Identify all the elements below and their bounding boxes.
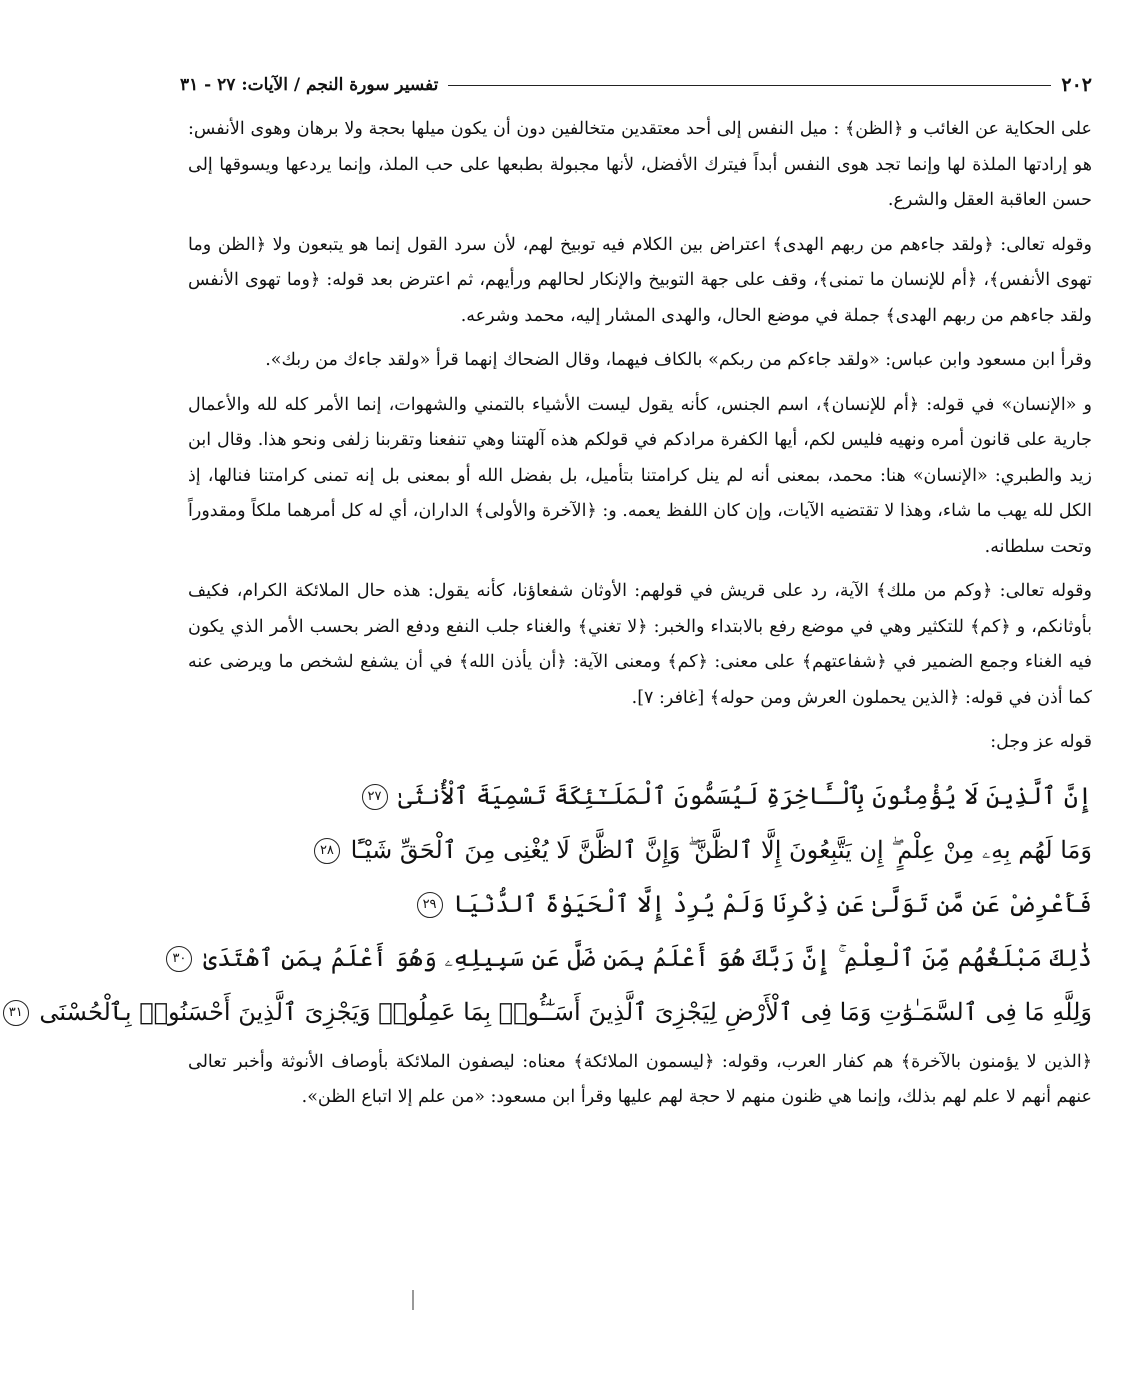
quran-line	[188, 823, 1092, 877]
running-header	[180, 68, 1092, 102]
verse-text: فَأَعْرِضْ عَن مَّن تَوَلَّىٰ عَن ذِكْرِنَا وَلَمْ يُرِدْ إِلَّا ٱلْحَيَوٰةَ ٱلدُّنْيَا	[453, 889, 1092, 918]
paragraph-5: وقوله تعالى: ﴿وكم من ملك﴾ الآية، رد على قريش في قولهم: الأوثان شفعاؤنا، كأنه يقول: هذه حال الملائكة الكرام، فكيف بأوثانكم، و ﴿كم﴾ للتكثير وهي في موضع رفع بالابتداء والخبر: ﴿لا تغني﴾ والغناء جلب النفع ودفع الضر بحسب الأمر الذي يكون فيه الغناء وجمع الضمير في ﴿شفاعتهم﴾ على معنى: ﴿كم﴾ ومعنى الآية: ﴿أن يأذن الله﴾ في أن يشفع لشخص ما ويرضى عنه كما أذن في قوله: ﴿الذين يحملون العرش ومن حوله﴾ [غافر: ٧].	[188, 581, 1092, 708]
paragraph-3: وقرأ ابن مسعود وابن عباس: «ولقد جاءكم من ربكم» بالكاف فيهما، وقال الضحاك إنهما قرأ «ولقد جاءك من ربك».	[265, 350, 1092, 370]
quran-line	[188, 769, 1092, 823]
quran-line	[188, 877, 1092, 931]
ayah-number-marker: ٢٩	[417, 892, 443, 918]
ayah-number-marker: ٢٨	[314, 838, 340, 864]
page-number: ٢٠٢	[1061, 74, 1092, 96]
paragraph-4: و «الإنسان» في قوله: ﴿أم للإنسان﴾، اسم الجنس، كأنه يقول ليست الأشياء بالتمني والشهوات، إنما الأمر كله لله والأعمال جارية على قانون أمره ونهيه فليس لكم، أيها الكفرة مرادكم في قولكم هذه آلهتنا وهي تنفعنا وتقربنا زلفى ونحو هذا. وقال ابن زيد والطبري: «الإنسان» هنا: محمد، بمعنى أنه لم ينل كرامتنا بتأميل، بل بفضل الله أو بمعنى بل إنه تمنى كرامتنا فنالها، إذ الكل لله يهب ما شاء، وهذا لا تقتضيه الآيات، وإن كان اللفظ يعمه. و: ﴿الآخرة والأولى﴾ الداران، أي له كل أمرهما ملكاً ومقدوراً وتحت سلطانه.	[188, 394, 1092, 557]
quran-line	[8, 985, 1092, 1039]
verse-text: ذَٰلِكَ مَبْلَغُهُم مِّنَ ٱلْعِلْمِ ۚ إِنَّ رَبَّكَ هُوَ أَعْلَمُ بِمَن ضَلَّ عَن سَبِيلِهِۦ وَهُوَ أَعْلَمُ بِمَنِ ٱهْتَدَىٰ	[203, 943, 1092, 972]
book-page	[8, 0, 1134, 1397]
ayah-number-marker: ٢٧	[362, 784, 388, 810]
header-rule	[448, 85, 1051, 86]
page-body	[8, 112, 1092, 1116]
scan-mark	[412, 1290, 414, 1310]
quran-verses	[8, 769, 1092, 1039]
paragraph-1: على الحكاية عن الغائب و ﴿الظن﴾ : ميل النفس إلى أحد معتقدين متخالفين دون أن يكون ميلها بحجة ولا برهان وهوى الأنفس: هو إرادتها الملذة لها وإنما تجد هوى النفس أبداً فيترك الأفضل، لأنها مجبولة بطبعها على حب الملذ، وإنما يردعها ويسوقها إلى حسن العاقبة العقل والشرع.	[188, 119, 1092, 210]
verse-intro: قوله عز وجل:	[990, 732, 1092, 752]
ayah-number-marker: ٣١	[3, 1000, 29, 1026]
quran-line	[172, 931, 1092, 985]
ayah-number-marker: ٣٠	[166, 946, 192, 972]
closing-paragraph: ﴿الذين لا يؤمنون بالآخرة﴾ هم كفار العرب، وقوله: ﴿ليسمون الملائكة﴾ معناه: ليصفون الملائكة بأوصاف الأنوثة وأخبر تعالى عنهم أنهم لا علم لهم بذلك، وإنما هي ظنون منهم لا حجة لهم عليها وقرأ ابن مسعود: «من علم إلا اتباع الظن».	[188, 1051, 1092, 1107]
paragraph-2: وقوله تعالى: ﴿ولقد جاءهم من ربهم الهدى﴾ اعتراض بين الكلام فيه توبيخ لهم، لأن سرد القول إنما هو يتبعون ولا ﴿الظن وما تهوى الأنفس﴾، ﴿أم للإنسان ما تمنى﴾، وقف على جهة التوبيخ والإنكار لحالهم ورأيهم، ثم اعترض بعد قوله: ﴿وما تهوى الأنفس ولقد جاءهم من ربهم الهدى﴾ جملة في موضع الحال، والهدى المشار إليه، محمد وشرعه.	[188, 234, 1092, 326]
running-title: تفسير سورة النجم / الآيات: ٢٧ - ٣١	[180, 75, 439, 95]
verse-text: وَلِلَّهِ مَا فِى ٱلسَّمَـٰوَٰتِ وَمَا فِى ٱلْأَرْضِ لِيَجْزِىَ ٱلَّذِينَ أَسَـٰٓـُٔوا۟ بِمَا عَمِلُوا۟ وَيَجْزِىَ ٱلَّذِينَ أَحْسَنُوا۟ بِٱلْحُسْنَى	[39, 997, 1092, 1026]
verse-text: إِنَّ ٱلَّذِينَ لَا يُؤْمِنُونَ بِٱلْـَٔاخِرَةِ لَيُسَمُّونَ ٱلْمَلَـٰٓئِكَةَ تَسْمِيَةَ ٱلْأُنثَىٰ	[398, 781, 1092, 810]
verse-text: وَمَا لَهُم بِهِۦ مِنْ عِلْمٍ ۖ إِن يَتَّبِعُونَ إِلَّا ٱلظَّنَّ ۖ وَإِنَّ ٱلظَّنَّ لَا يُغْنِى مِنَ ٱلْحَقِّ شَيْـًٔا	[350, 835, 1092, 864]
